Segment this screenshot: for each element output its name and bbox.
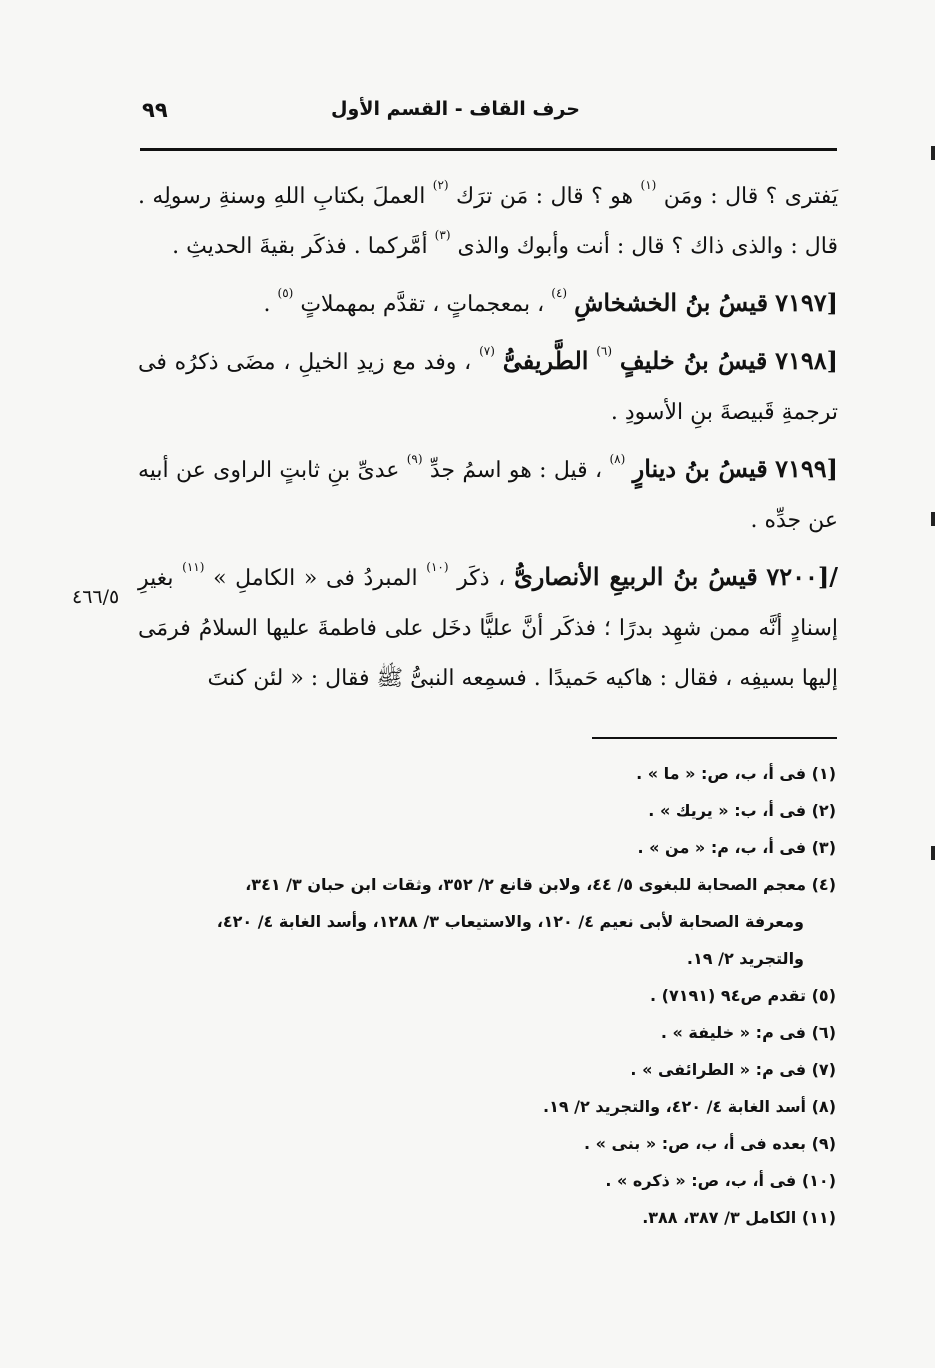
footnote: [140, 792, 840, 829]
footnote: [140, 1162, 840, 1199]
running-header: [140, 96, 840, 136]
entry-name: قيسُ بنُ دينارٍ: [632, 454, 768, 483]
text-run: هو ؟ قال : مَن ترَك: [455, 184, 634, 209]
footnote-text: (٣) فى أ، ب، م: « من » .: [637, 838, 836, 857]
text-run: ، وفد مع زيدِ الخيلِ ، مضَى ذكرُه فى ترجمةِ قَبيصةَ بنِ الأسودِ .: [138, 350, 838, 425]
footnotes: [140, 755, 840, 1236]
footnote: [140, 1014, 840, 1051]
entry-7199: [138, 444, 838, 546]
footnote-ref[interactable]: (٦): [596, 344, 613, 358]
text-run: عدىِّ بنِ ثابتٍ الراوى عن أبيه عن جدِّه .: [138, 458, 838, 533]
text-run: بغيرِ إسنادٍ أنَّه ممن شهِد بدرًا ؛ فذكَر أنَّ عليًّا دخَل على فاطمةَ عليها السلامُ فرمَى إليها بسيفِه ، فقال : هاكيه حَميدًا . فسمِعه النبىُّ ﷺ فقال : « لئن كنتَ: [138, 566, 838, 691]
footnote: [140, 1088, 840, 1125]
text-run: المبردُ فى « الكاملِ »: [213, 566, 418, 591]
paragraph-continuation: [138, 172, 838, 272]
scan-edge-mark: [931, 846, 935, 860]
footnote: [140, 1199, 840, 1236]
footnote-ref[interactable]: (١): [640, 178, 657, 192]
entry-name: قيسُ بنُ الخشخاشِ: [574, 288, 769, 317]
entry-number: [٧١٩٨: [775, 346, 839, 375]
footnote-text: (٧) فى م: « الطرائفى » .: [630, 1060, 836, 1079]
footnote-ref[interactable]: (٥): [277, 286, 294, 300]
footnote: [140, 1051, 840, 1088]
text-run: يَفترى ؟ قال : ومَن: [663, 184, 838, 209]
footnote-text: (١١) الكامل ٣/ ٣٨٧، ٣٨٨.: [642, 1208, 836, 1227]
text-run: ، بمعجماتٍ ، تقدَّم بمهملاتٍ: [300, 292, 545, 317]
scan-edge-mark: [931, 146, 935, 160]
footnote-text: (٢) فى أ، ب: « يريك » .: [648, 801, 836, 820]
text-run: .: [263, 292, 271, 317]
entry-number: /[٧٢٠٠: [766, 562, 838, 591]
entry-name: قيسُ بنُ خليفٍ: [619, 346, 768, 375]
entry-7197: [138, 278, 838, 330]
header-rule: [140, 148, 837, 151]
footnote-text: (٨) أسد الغابة ٤/ ٤٢٠، والتجريد ٢/ ١٩.: [542, 1097, 836, 1116]
footnote-text: (١٠) فى أ، ب، ص: « ذكره » .: [605, 1171, 836, 1190]
text-run: ، ذكَر: [457, 566, 506, 591]
footnote-text: (٥) تقدم ص٩٤ (٧١٩١) .: [650, 986, 836, 1005]
footnote-ref[interactable]: (٤): [551, 286, 568, 300]
footnote: [140, 755, 840, 792]
entry-7198: [138, 336, 838, 438]
entry-name: قيسُ بنُ الربيعِ الأنصارىُّ: [513, 562, 758, 591]
footnote-ref[interactable]: (١١): [182, 560, 205, 574]
footnote-text-continued: والتجريد ٢/ ١٩.: [686, 949, 804, 968]
text-run: قال : والذى ذاك ؟ قال : أنت وأبوك والذى: [457, 234, 838, 259]
footnote: [140, 1125, 840, 1162]
header-title: حرف القاف - القسم الأول: [331, 98, 580, 120]
footnote-text: (٤) معجم الصحابة للبغوى ٥/ ٤٤، ولابن قانع ٢/ ٣٥٢، وثقات ابن حبان ٣/ ٣٤١،: [245, 875, 836, 894]
footnote-text: (١) فى أ، ب، ص: « ما » .: [636, 764, 836, 783]
entry-number: [٧١٩٧: [775, 288, 838, 317]
text-run: ، قيل : هو اسمُ جدِّ: [429, 458, 603, 483]
footnote-ref[interactable]: (١٠): [426, 560, 449, 574]
margin-reference: ٤٦٦/٥: [72, 586, 120, 608]
entry-name: الطَّريفىُّ: [502, 346, 589, 375]
footnote: [140, 977, 840, 1014]
footnote-ref[interactable]: (٣): [434, 228, 451, 242]
footnote: [140, 829, 840, 866]
footnote-ref[interactable]: (٨): [609, 452, 626, 466]
footnote-rule: [592, 737, 837, 739]
scan-edge-mark: [931, 512, 935, 526]
text-run: أمَّركما . فذكَر بقيةَ الحديثِ .: [172, 234, 428, 259]
text-run: العملَ بكتابِ اللهِ وسنةِ رسولِه .: [138, 184, 426, 209]
entry-number: [٧١٩٩: [775, 454, 838, 483]
entry-7200: [138, 552, 838, 704]
footnote: [140, 866, 840, 977]
footnote-ref[interactable]: (٩): [406, 452, 423, 466]
main-text: [138, 172, 838, 704]
footnote-text-continued: ومعرفة الصحابة لأبى نعيم ٤/ ١٢٠، والاستيعاب ٣/ ١٢٨٨، وأسد الغابة ٤/ ٤٢٠،: [216, 912, 804, 931]
footnote-ref[interactable]: (٧): [479, 344, 495, 358]
footnote-text: (٦) فى م: « خليفة » .: [660, 1023, 836, 1042]
footnote-text: (٩) بعده فى أ، ب، ص: « بنى » .: [583, 1134, 836, 1153]
footnote-ref[interactable]: (٢): [432, 178, 449, 192]
page-number: ٩٩: [142, 98, 168, 122]
